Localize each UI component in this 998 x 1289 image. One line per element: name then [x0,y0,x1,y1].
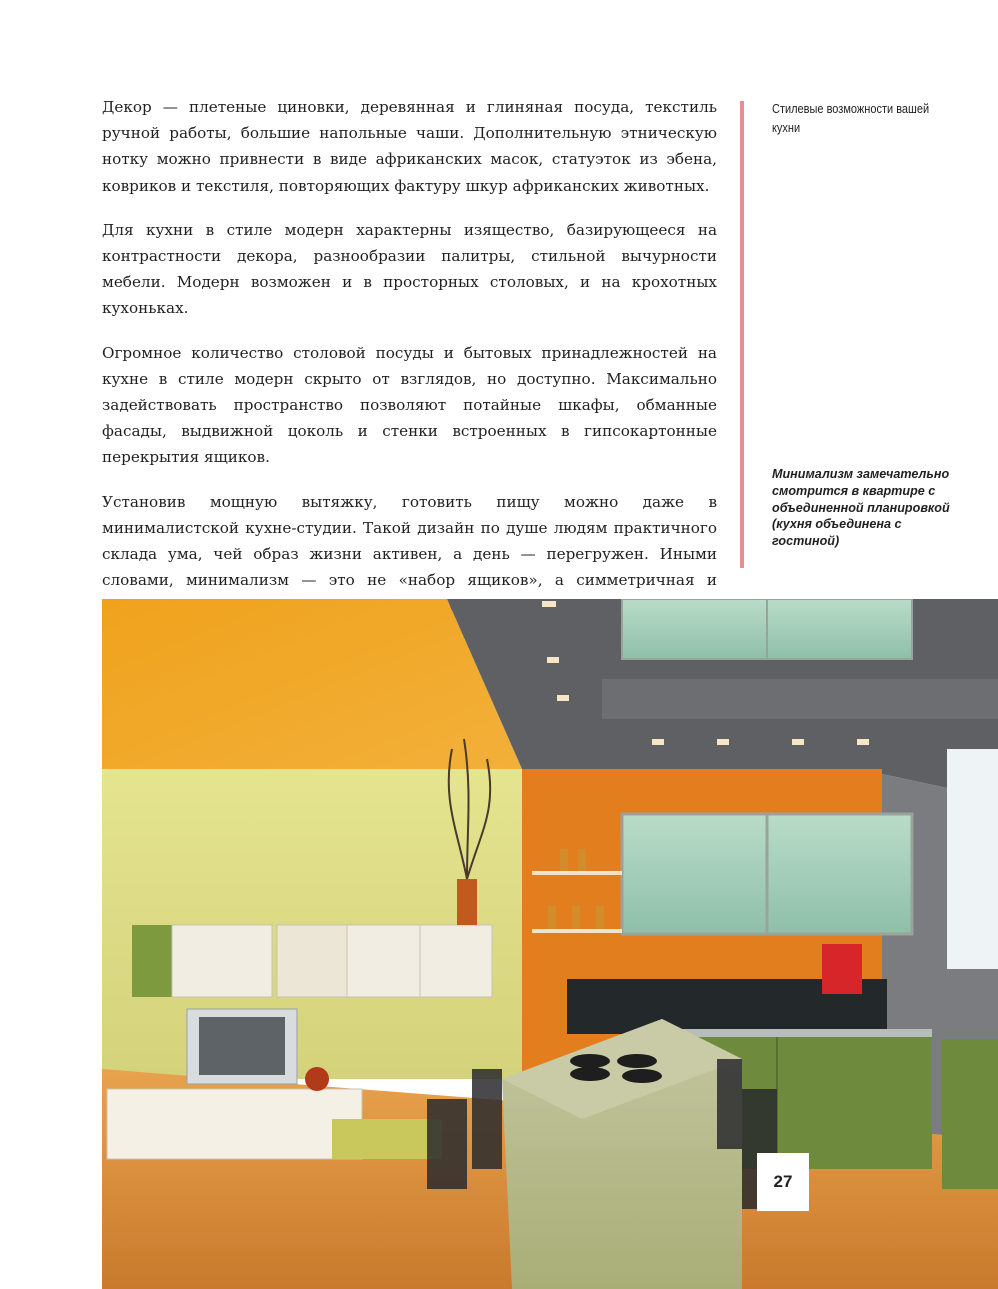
vase [457,879,477,925]
chair [717,1059,742,1149]
red-towel [822,944,862,994]
body-text [102,94,717,646]
plate [617,1054,657,1068]
chair [472,1069,502,1169]
wall-unit-white [172,925,272,997]
page-number: 27 [757,1153,809,1211]
wall-unit-green [132,925,172,997]
decor-ball [305,1067,329,1091]
plate [570,1054,610,1068]
doorway [947,749,998,969]
paragraph: Огромное количество столовой посуды и бытовых принадлежностей на кухне в стиле модерн скрыто от взглядов, но доступно. Максимально задействовать пространство позволяют потайные шкафы, обманные фасады, выдвижной цоколь и стенки встроенных в гипсокартонные перекрытия ящиков. [102,343,717,467]
sidebar-rule [740,101,744,568]
plate [570,1067,610,1081]
wall-shelf [532,929,622,933]
paragraph: Установив мощную вытяжку, готовить пищу можно даже в минималистской кухне-студии. Такой дизайн по душе людям практичного склада ума, чей образ жизни активен, а день — перегружен. Иными словами, минимализм — это не «набор ящиков», а симметричная и [102,492,717,590]
paragraph: Для кухни в стиле модерн характерны изящество, базирующееся на контрастности декора, разнообразии палитры, стильной вычурности мебели. Модерн возможен и в просторных столовых, и на крохотных кухоньках. [102,220,717,318]
tv-stand [107,1089,362,1159]
kitchen-photo [102,599,998,1289]
sidebar-heading: Стилевые возможности вашей кухни [772,102,930,135]
photo-caption: Минимализм замечательно смотрится в квартире с объединенной планировкой (кухня объединена с гостиной) [772,467,950,549]
paragraph: Декор — плетеные циновки, деревянная и глиняная посуда, текстиль ручной работы, большие напольные чаши. Дополнительную этническую нотку можно привнести в виде африканских масок, статуэток из эбена, ковриков и текстиля, повторяющих фактуру шкур африканских животных. [102,98,717,195]
side-cabinets [942,1039,998,1189]
wall-shelf [532,871,622,875]
plate [622,1069,662,1083]
wall-unit-shelf [277,925,347,997]
chair [427,1099,467,1189]
ceiling-soffit [602,679,998,719]
